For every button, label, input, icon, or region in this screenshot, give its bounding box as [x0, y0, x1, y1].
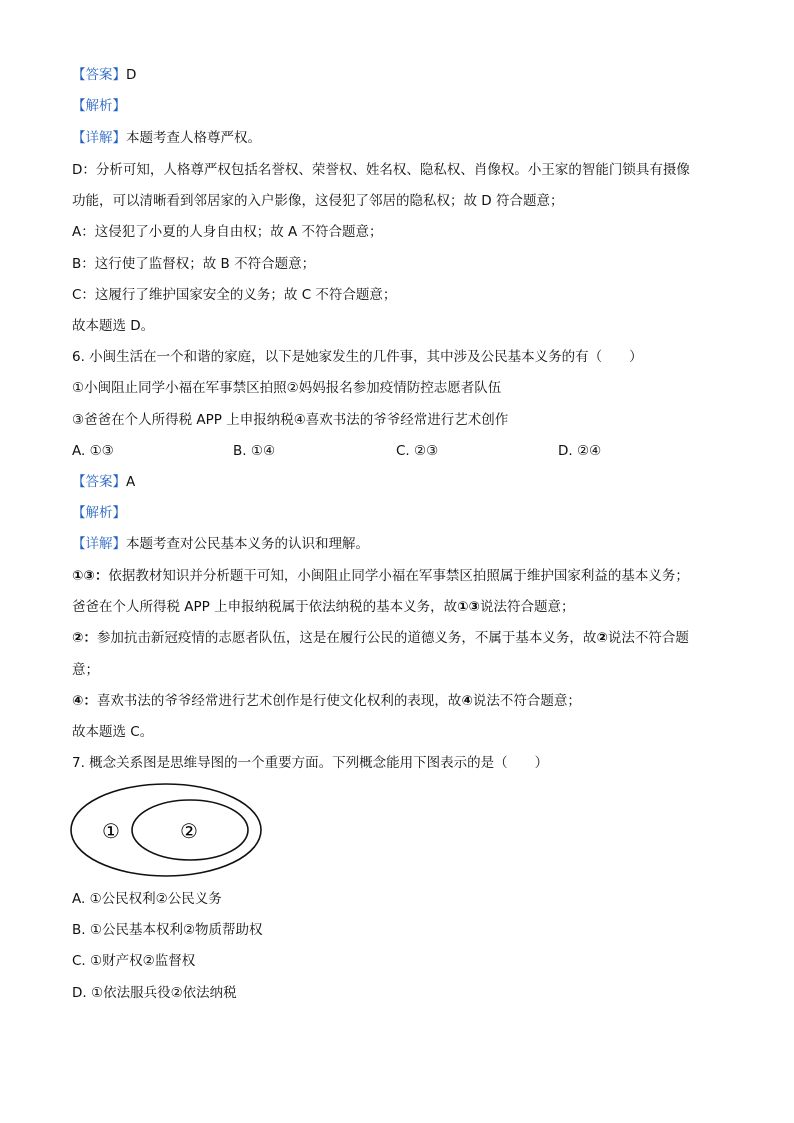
explanation-text: 说法不符合题: [607, 630, 689, 646]
option-d: D. ②④: [558, 443, 602, 459]
explanation-mark: ④: [461, 693, 473, 709]
explanation-label: ④：: [72, 693, 97, 709]
detail-text: 本题考查人格尊严权。: [126, 130, 261, 146]
answer-line: [72, 65, 732, 85]
question-6-stem: 6. 小闽生活在一个和谐的家庭，以下是她家发生的几件事，其中涉及公民基本义务的有（ ）: [72, 349, 643, 365]
answer-tag: 【答案】: [72, 474, 126, 490]
question-6-items-1: ①小闽阻止同学小福在军事禁区拍照②妈妈报名参加疫情防控志愿者队伍: [72, 380, 502, 396]
explanation-2-line2: 意；: [72, 662, 99, 678]
concept-diagram: [66, 780, 266, 880]
conclusion: 故本题选 C。: [72, 724, 154, 740]
explanation-2-line1: [72, 628, 732, 648]
explanation-label: ②：: [72, 630, 97, 646]
explanation-d-line1: D：分析可知，人格尊严权包括名誉权、荣誉权、姓名权、隐私权、肖像权。小王家的智能门锁具有摄像: [72, 162, 690, 178]
question-7-stem: 7. 概念关系图是思维导图的一个重要方面。下列概念能用下图表示的是（ ）: [72, 755, 549, 771]
detail-text: 本题考查对公民基本义务的认识和理解。: [126, 536, 369, 552]
explanation-text: 参加抗击新冠疫情的志愿者队伍，这是在履行公民的道德义务，不属于基本义务，故: [96, 630, 597, 646]
explanation-mark: ②: [596, 630, 608, 646]
detail-tag: 【详解】: [72, 536, 126, 552]
answer-line: [72, 472, 732, 492]
option-a: A. ①③: [72, 443, 114, 459]
analysis-tag: 【解析】: [72, 505, 126, 521]
option-b: B. ①公民基本权利②物质帮助权: [72, 922, 263, 938]
detail-tag: 【详解】: [72, 130, 126, 146]
explanation-text: 依据教材知识并分析题干可知，小闽阻止同学小福在军事禁区拍照属于维护国家利益的基本义务；: [108, 568, 689, 584]
answer-value: A: [126, 474, 136, 490]
outer-label: ①: [102, 819, 120, 843]
answer-tag: 【答案】: [72, 67, 126, 83]
option-b: B. ①④: [233, 443, 276, 459]
explanation-d-line2: 功能，可以清晰看到邻居家的入户影像，这侵犯了邻居的隐私权；故 D 符合题意；: [72, 193, 564, 209]
outer-ellipse: [71, 784, 261, 876]
explanation-a: A：这侵犯了小夏的人身自由权；故 A 不符合题意；: [72, 224, 383, 240]
explanation-b: B：这行使了监督权；故 B 不符合题意；: [72, 256, 316, 272]
detail-line: [72, 534, 732, 554]
question-6-items-2: ③爸爸在个人所得税 APP 上申报纳税④喜欢书法的爷爷经常进行艺术创作: [72, 412, 509, 428]
conclusion: 故本题选 D。: [72, 318, 155, 334]
explanation-text: 说法不符合题意；: [472, 693, 581, 709]
inner-label: ②: [180, 819, 198, 843]
explanation-mark: ①③: [457, 599, 480, 615]
explanation-label: ①③：: [72, 568, 109, 584]
answer-value: D: [126, 67, 137, 83]
explanation-text: 喜欢书法的爷爷经常进行艺术创作是行使文化权利的表现，故: [96, 693, 462, 709]
explanation-13-line2: [72, 597, 732, 617]
option-c: C. ②③: [396, 443, 439, 459]
explanation-text: 说法符合题意；: [479, 599, 575, 615]
explanation-4: [72, 691, 732, 711]
explanation-13-line1: [72, 566, 732, 586]
option-c: C. ①财产权②监督权: [72, 953, 196, 969]
option-d: D. ①依法服兵役②依法纳税: [72, 985, 237, 1001]
explanation-c: C：这履行了维护国家安全的义务；故 C 不符合题意；: [72, 287, 397, 303]
analysis-tag: 【解析】: [72, 98, 126, 114]
option-a: A. ①公民权利②公民义务: [72, 891, 222, 907]
explanation-text: 爸爸在个人所得税 APP 上申报纳税属于依法纳税的基本义务，故: [72, 599, 458, 615]
detail-line: [72, 128, 732, 148]
